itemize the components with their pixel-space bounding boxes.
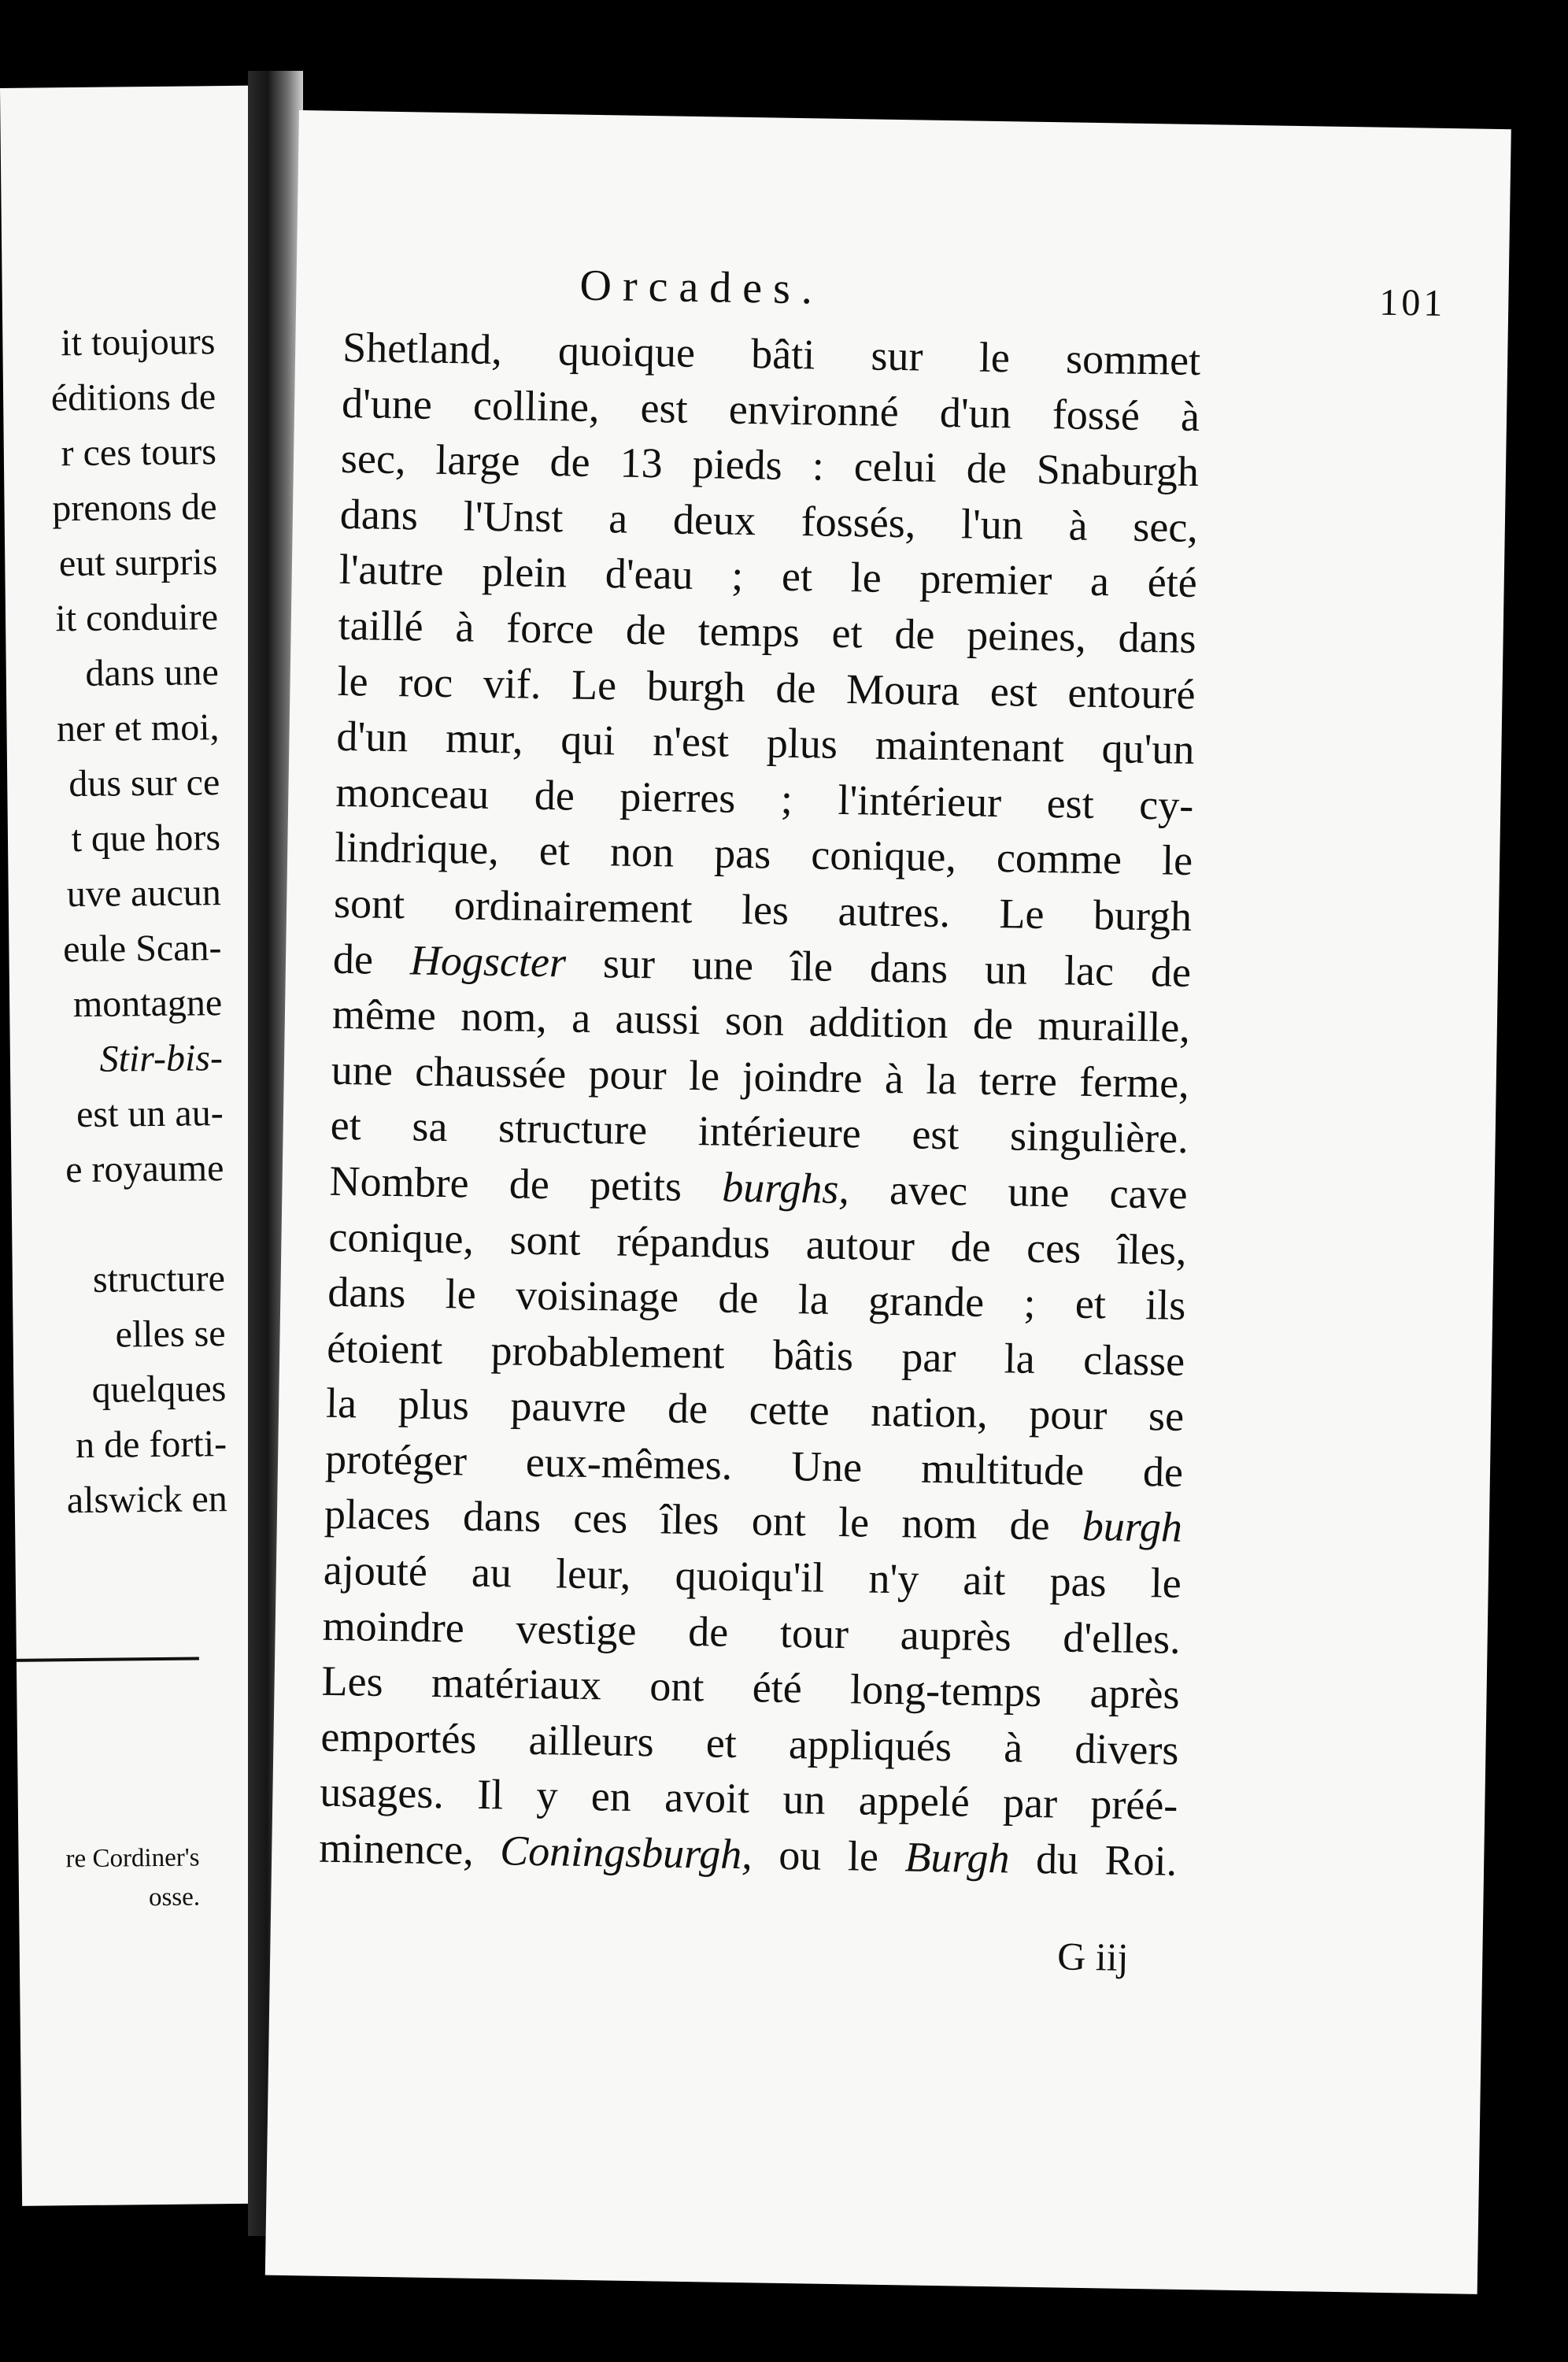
- text-segment: l'autre plein d'eau ; et le premier a été: [338, 546, 1198, 607]
- left-page: [0, 86, 282, 2206]
- left-text-line: dus sur ce: [68, 761, 220, 805]
- text-segment: dans l'Unst a deux fossés, l'un à sec,: [339, 490, 1199, 551]
- text-segment: Shetland, quoique bâti sur le sommet: [342, 323, 1201, 385]
- left-text-line: eut surpris: [58, 541, 218, 585]
- left-text-line: n de forti-: [75, 1423, 227, 1467]
- left-text-line: structure: [92, 1257, 226, 1301]
- text-segment: ajouté au leur, quoiqu'il n'y ait pas le: [323, 1546, 1182, 1607]
- text-segment: même nom, a aussi son addition de muraille,: [331, 990, 1191, 1052]
- left-page-text: [2, 314, 235, 1529]
- text-segment: et sa structure intérieure est singulière.: [330, 1101, 1189, 1163]
- italic-word: burghs,: [721, 1163, 850, 1213]
- right-page: [265, 110, 1511, 2294]
- left-text-line: Stir-bis-: [99, 1037, 224, 1080]
- left-text-line: it toujours: [61, 320, 216, 365]
- left-text-line: elles se: [115, 1312, 226, 1356]
- text-segment: étoient probablement bâtis par la classe: [326, 1324, 1185, 1385]
- text-segment: d'une colline, est environné d'un fossé à: [341, 379, 1200, 440]
- left-text-line: r ces tours: [61, 431, 217, 475]
- text-segment: sont ordinairement les autres. Le burgh: [333, 879, 1193, 940]
- left-text-line: [12, 1196, 233, 1253]
- text-segment: avec une cave: [849, 1165, 1188, 1218]
- text-segment: d'un mur, qui n'est plus maintenant qu'un: [336, 713, 1195, 774]
- left-text-line: it conduire: [55, 596, 219, 640]
- footnote-rule: [17, 1657, 199, 1661]
- text-segment: emportés ailleurs et appliqués à divers: [320, 1712, 1179, 1774]
- left-text-line: montagne: [72, 982, 223, 1026]
- text-segment: dans le voisinage de la grande ; et ils: [327, 1268, 1186, 1329]
- text-segment: Nombre de petits: [329, 1157, 723, 1211]
- text-segment: une chaussée pour le joindre à la terre ferme,: [331, 1046, 1190, 1107]
- page-number: 101: [1378, 281, 1446, 324]
- text-segment: la plus pauvre de cette nation, pour se: [325, 1379, 1185, 1441]
- left-footnote-line-1: re Cordiner's: [65, 1843, 200, 1874]
- text-segment: taillé à force de temps et de peines, dans: [338, 601, 1197, 662]
- body-text: [319, 320, 1201, 1890]
- signature-mark: G iij: [1056, 1934, 1130, 1979]
- left-footnote-line-2: osse.: [148, 1883, 201, 1912]
- text-segment: le roc vif. Le burgh de Moura est entouré: [337, 657, 1196, 718]
- left-text-line: uve aucun: [66, 872, 221, 916]
- text-segment: usages. Il y en avoit un appelé par préé-: [319, 1768, 1178, 1830]
- text-segment: places dans ces îles ont le nom de: [324, 1490, 1083, 1550]
- italic-word: Coningsburgh,: [499, 1827, 753, 1879]
- running-title: Orcades.: [579, 261, 824, 314]
- italic-word: Burgh: [904, 1833, 1010, 1883]
- left-text-line: dans une: [85, 651, 220, 694]
- italic-word: burgh: [1082, 1502, 1183, 1552]
- text-segment: lindrique, et non pas conique, comme le: [334, 824, 1193, 885]
- left-text-line: est un au-: [76, 1092, 224, 1136]
- text-segment: monceau de pierres ; l'intérieur est cy-: [335, 768, 1194, 829]
- left-text-line: quelques: [91, 1368, 227, 1411]
- left-text-line: prenons de: [52, 486, 217, 530]
- text-segment: ou le: [752, 1831, 906, 1881]
- text-segment: du Roi.: [1009, 1834, 1178, 1885]
- text-segment: sec, large de 13 pieds : celui de Snaburgh: [340, 435, 1200, 496]
- left-text-line: eule Scan-: [62, 927, 222, 971]
- text-segment: Les matériaux ont été long-temps après: [321, 1657, 1181, 1719]
- text-segment: sur une île dans un lac de: [565, 938, 1192, 996]
- left-text-line: t que hors: [71, 816, 221, 861]
- text-segment: conique, sont répandus autour de ces îles,: [328, 1212, 1187, 1274]
- text-segment: moindre vestige de tour auprès d'elles.: [322, 1601, 1182, 1663]
- italic-word: Hogscter: [409, 935, 567, 986]
- text-segment: protéger eux-mêmes. Une multitude de: [324, 1435, 1184, 1496]
- left-text-line: e royaume: [65, 1147, 224, 1191]
- text-segment: minence,: [318, 1823, 501, 1875]
- left-text-line: alswick en: [66, 1478, 228, 1522]
- text-segment: de: [332, 935, 411, 983]
- left-text-line: ner et moi,: [56, 706, 220, 750]
- left-text-line: éditions de: [50, 376, 216, 420]
